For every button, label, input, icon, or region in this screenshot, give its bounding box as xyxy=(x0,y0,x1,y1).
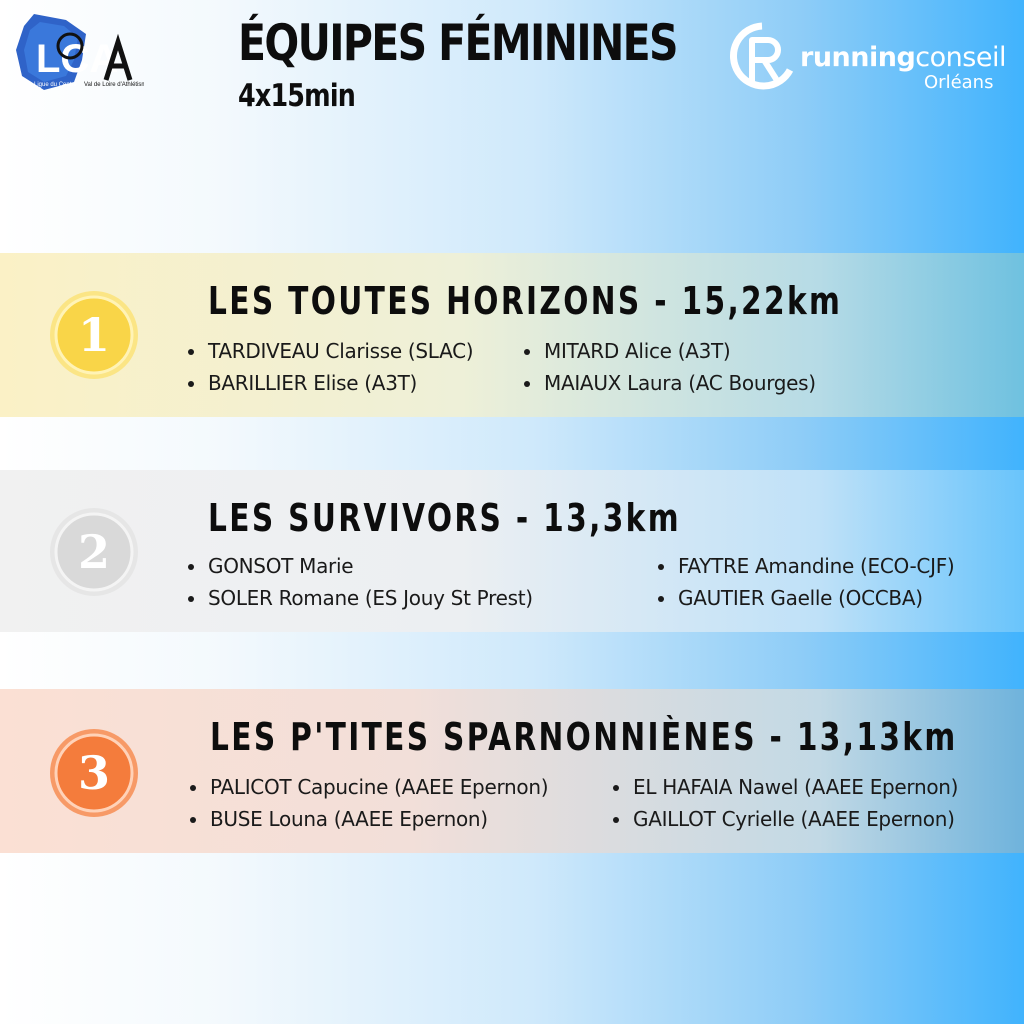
team-members-left xyxy=(186,550,533,614)
svg-text:Ligue du Centre: Ligue du Centre xyxy=(34,82,77,88)
gold-medal-icon xyxy=(48,289,140,381)
team-member: FAYTRE Amandine (ECO-CJF) xyxy=(656,550,954,582)
team-member: GONSOT Marie xyxy=(186,550,533,582)
team-title: LES TOUTES HORIZONS - 15,22km xyxy=(208,279,843,323)
team-card-1 xyxy=(0,253,1024,417)
running-conseil-logo xyxy=(724,20,1014,96)
team-member: EL HAFAIA Nawel (AAEE Epernon) xyxy=(611,771,958,803)
team-members-right xyxy=(522,335,816,399)
team-member: GAUTIER Gaelle (OCCBA) xyxy=(656,582,954,614)
team-member: PALICOT Capucine (AAEE Epernon) xyxy=(188,771,548,803)
team-card-2 xyxy=(0,470,1024,632)
team-member: SOLER Romane (ES Jouy St Prest) xyxy=(186,582,533,614)
svg-text:Val de Loire d'Athlétisme: Val de Loire d'Athlétisme xyxy=(84,82,144,88)
team-title: LES SURVIVORS - 13,3km xyxy=(208,496,681,540)
silver-medal-icon xyxy=(48,506,140,598)
team-member: GAILLOT Cyrielle (AAEE Epernon) xyxy=(611,803,958,835)
team-members-right xyxy=(656,550,954,614)
bronze-medal-icon xyxy=(48,727,140,819)
team-member: BUSE Louna (AAEE Epernon) xyxy=(188,803,548,835)
running-conseil-city: Orléans xyxy=(924,72,994,93)
logo-letter-l: LCA xyxy=(36,37,119,81)
running-conseil-r-icon xyxy=(724,20,804,96)
svg-text:1: 1 xyxy=(77,308,111,362)
team-members-right xyxy=(611,771,958,835)
svg-text:3: 3 xyxy=(77,746,111,800)
league-logo xyxy=(14,10,144,94)
team-member: TARDIVEAU Clarisse (SLAC) xyxy=(186,335,473,367)
team-title: LES P'TITES SPARNONNIÈNES - 13,13km xyxy=(210,715,958,759)
page-title: ÉQUIPES FÉMININES xyxy=(238,14,677,72)
page-subtitle: 4x15min xyxy=(238,78,356,114)
running-conseil-wordmark: runningconseil xyxy=(800,42,1006,73)
team-member: BARILLIER Elise (A3T) xyxy=(186,367,473,399)
team-member: MITARD Alice (A3T) xyxy=(522,335,816,367)
team-members-left xyxy=(188,771,548,835)
svg-text:2: 2 xyxy=(77,525,111,579)
team-card-3 xyxy=(0,689,1024,853)
team-member: MAIAUX Laura (AC Bourges) xyxy=(522,367,816,399)
team-members-left xyxy=(186,335,473,399)
